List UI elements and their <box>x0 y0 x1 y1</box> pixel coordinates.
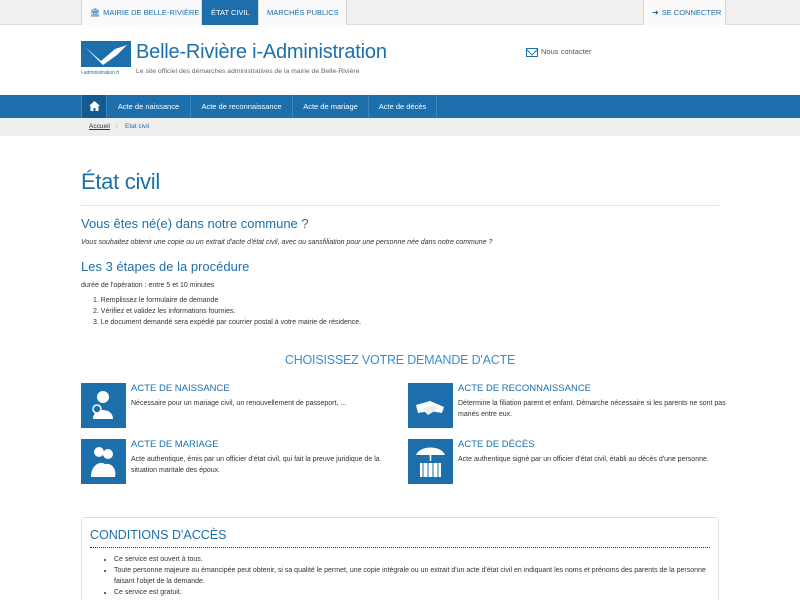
breadcrumb <box>0 118 800 136</box>
site-logo[interactable] <box>81 41 131 75</box>
steps-heading: Les 3 étapes de la procédure <box>81 259 250 274</box>
umbrella-icon <box>408 439 453 484</box>
step-item: 2. Vérifiez et validez les informations fournies. <box>93 308 236 315</box>
step-item: 1. Remplissez le formulaire de demande <box>93 297 219 304</box>
list-item: • Ce service est gratuit. <box>114 587 711 598</box>
card-title[interactable]: ACTE DE RECONNAISSANCE <box>458 383 592 394</box>
card-description: Acte authentique, émis par un officier d'état civil, qui fait la preuve juridique de la situation maritale des époux. <box>131 456 380 474</box>
conditions-title: CONDITIONS D'ACCÈS <box>90 528 227 542</box>
card-acte-reconnaissance[interactable] <box>408 383 728 431</box>
building-icon: 🏛 <box>90 8 101 17</box>
choose-heading: CHOISISSEZ VOTRE DEMANDE D'ACTE <box>284 353 516 367</box>
site-subtitle: Le site officiel des démarches administratives de la mairie de Belle-Rivière <box>136 68 360 75</box>
born-intro: Vous souhaitez obtenir une copie ou un extrait d'acte d'état civil, avec ou sansfiliation pour une personne née dans notre commune ? <box>81 239 493 246</box>
tab-marches-publics[interactable] <box>258 0 347 25</box>
logo-caption: i-administration.fr <box>81 70 120 75</box>
login-button[interactable] <box>643 0 726 25</box>
tab-etat-civil-label: ÉTAT CIVIL <box>211 8 250 17</box>
card-title[interactable]: ACTE DE MARIAGE <box>131 439 219 450</box>
card-acte-naissance[interactable] <box>81 383 401 431</box>
login-label: SE CONNECTER <box>661 8 722 17</box>
page-title: État civil <box>81 169 160 194</box>
site-title[interactable]: Belle-Rivière i-Administration <box>136 41 387 63</box>
list-item: • Ce service est ouvert à tous. <box>114 554 711 565</box>
hands-icon <box>408 383 453 428</box>
home-icon <box>89 101 100 111</box>
baby-icon <box>81 383 126 428</box>
list-item: • Toute personne majeure ou émancipée peut obtenir, si sa qualité le permet, une copie intégrale ou un extrait d'un acte d'état civil en indiquant les noms et prénoms des parents de la personne faisant l'objet de la demande. <box>114 565 711 587</box>
breadcrumb-current: Etat civil <box>125 123 150 130</box>
contact-label: Nous contacter <box>541 47 592 56</box>
conditions-panel <box>81 517 719 600</box>
card-acte-mariage[interactable] <box>81 439 401 487</box>
tab-mairie-label: MAIRIE DE BELLE-RIVIÈRE <box>103 8 200 17</box>
step-item: 3. Le document demandé sera expédié par courrier postal à votre mairie de résidence. <box>93 319 362 326</box>
main-nav <box>0 95 800 118</box>
card-title[interactable]: ACTE DE NAISSANCE <box>131 383 230 394</box>
card-description: Acte authentique signé par un officier d'état civil, établi au décès d'une personne. <box>458 456 709 463</box>
title-divider <box>81 205 719 206</box>
nav-acte-mariage[interactable]: Acte de mariage <box>293 95 369 118</box>
top-bar <box>0 0 800 25</box>
tab-marches-label: MARCHÉS PUBLICS <box>267 8 339 17</box>
tab-mairie[interactable] <box>81 0 202 25</box>
nav-home[interactable] <box>81 95 107 118</box>
couple-icon <box>81 439 126 484</box>
nav-acte-deces[interactable]: Acte de décès <box>369 95 437 118</box>
breadcrumb-home[interactable]: Accueil <box>89 123 110 130</box>
duration-text: durée de l'opération : entre 5 et 10 minutes <box>81 282 215 289</box>
sign-in-icon: ➜ <box>652 8 659 17</box>
breadcrumb-separator: / <box>116 123 118 130</box>
conditions-list <box>106 554 711 598</box>
conditions-divider <box>90 547 710 548</box>
logo-image <box>81 41 131 75</box>
card-acte-deces[interactable] <box>408 439 728 487</box>
card-description: Détermine la filiation parent et enfant. Démarche nécessaire si les parents ne sont pas mariés entre eux. <box>458 400 726 418</box>
born-heading: Vous êtes né(e) dans notre commune ? <box>81 216 309 231</box>
envelope-icon <box>526 48 538 57</box>
card-description: Nécessaire pour un mariage civil, un renouvellement de passeport, ... <box>131 400 347 407</box>
nav-acte-naissance[interactable]: Acte de naissance <box>107 95 191 118</box>
card-title[interactable]: ACTE DE DÉCÈS <box>458 439 535 450</box>
contact-link[interactable] <box>526 47 591 57</box>
nav-acte-reconnaissance[interactable]: Acte de reconnaissance <box>191 95 293 118</box>
steps-list <box>93 297 361 330</box>
tab-etat-civil[interactable] <box>202 0 258 25</box>
